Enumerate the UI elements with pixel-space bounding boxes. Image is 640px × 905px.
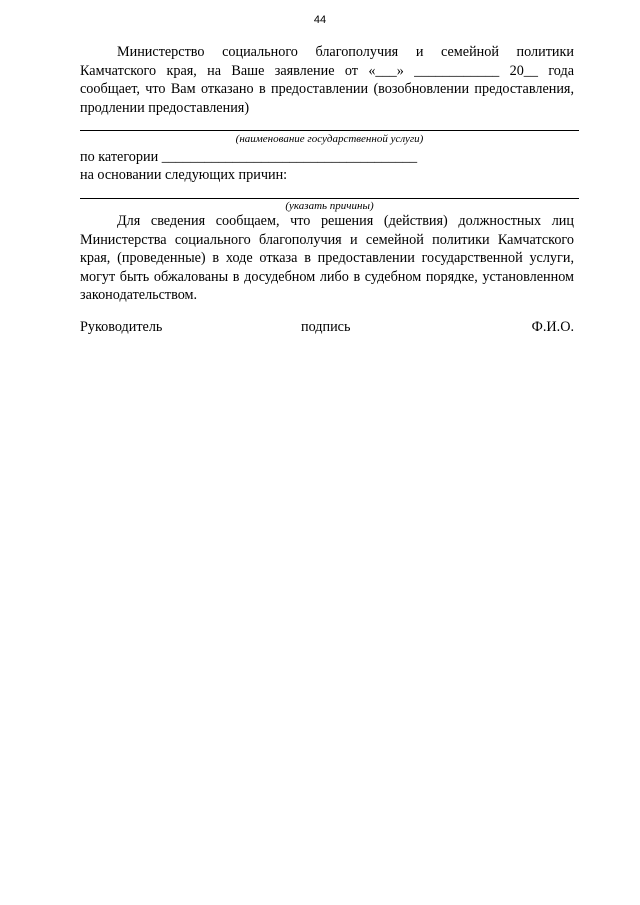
service-name-line [80,130,579,131]
reasons-caption: (указать причины) [285,200,374,212]
reasons-rule [80,198,579,199]
head-label: Руководитель [80,319,163,335]
reasons-line: на основании следующих причин: [80,167,288,183]
signature-label: подпись [301,319,351,335]
service-name-caption: (наименование государственной услуги) [235,133,424,145]
intro-paragraph: Министерство социального благополучия и семейной политики Камчатского края, на Ваше заявление от «___» ____________ 20__ года сообщает, что Вам отказано в предоставлении (возобновлении предоставления, продлении предоставления) [80,44,574,116]
appeal-notice-paragraph: Для сведения сообщаем, что решения (действия) должностных лиц Министерства социального благополучия и семейной политики Камчатского края, (проведенные) в ходе отказа в предоставлении государственной услуги, могут быть обжалованы в досудебном либо в судебном порядке, установленном законодательством. [80,213,574,303]
page-number: 44 [313,14,327,26]
full-name-label: Ф.И.О. [531,319,574,335]
category-line: по категории ____________________________________ [80,149,418,165]
